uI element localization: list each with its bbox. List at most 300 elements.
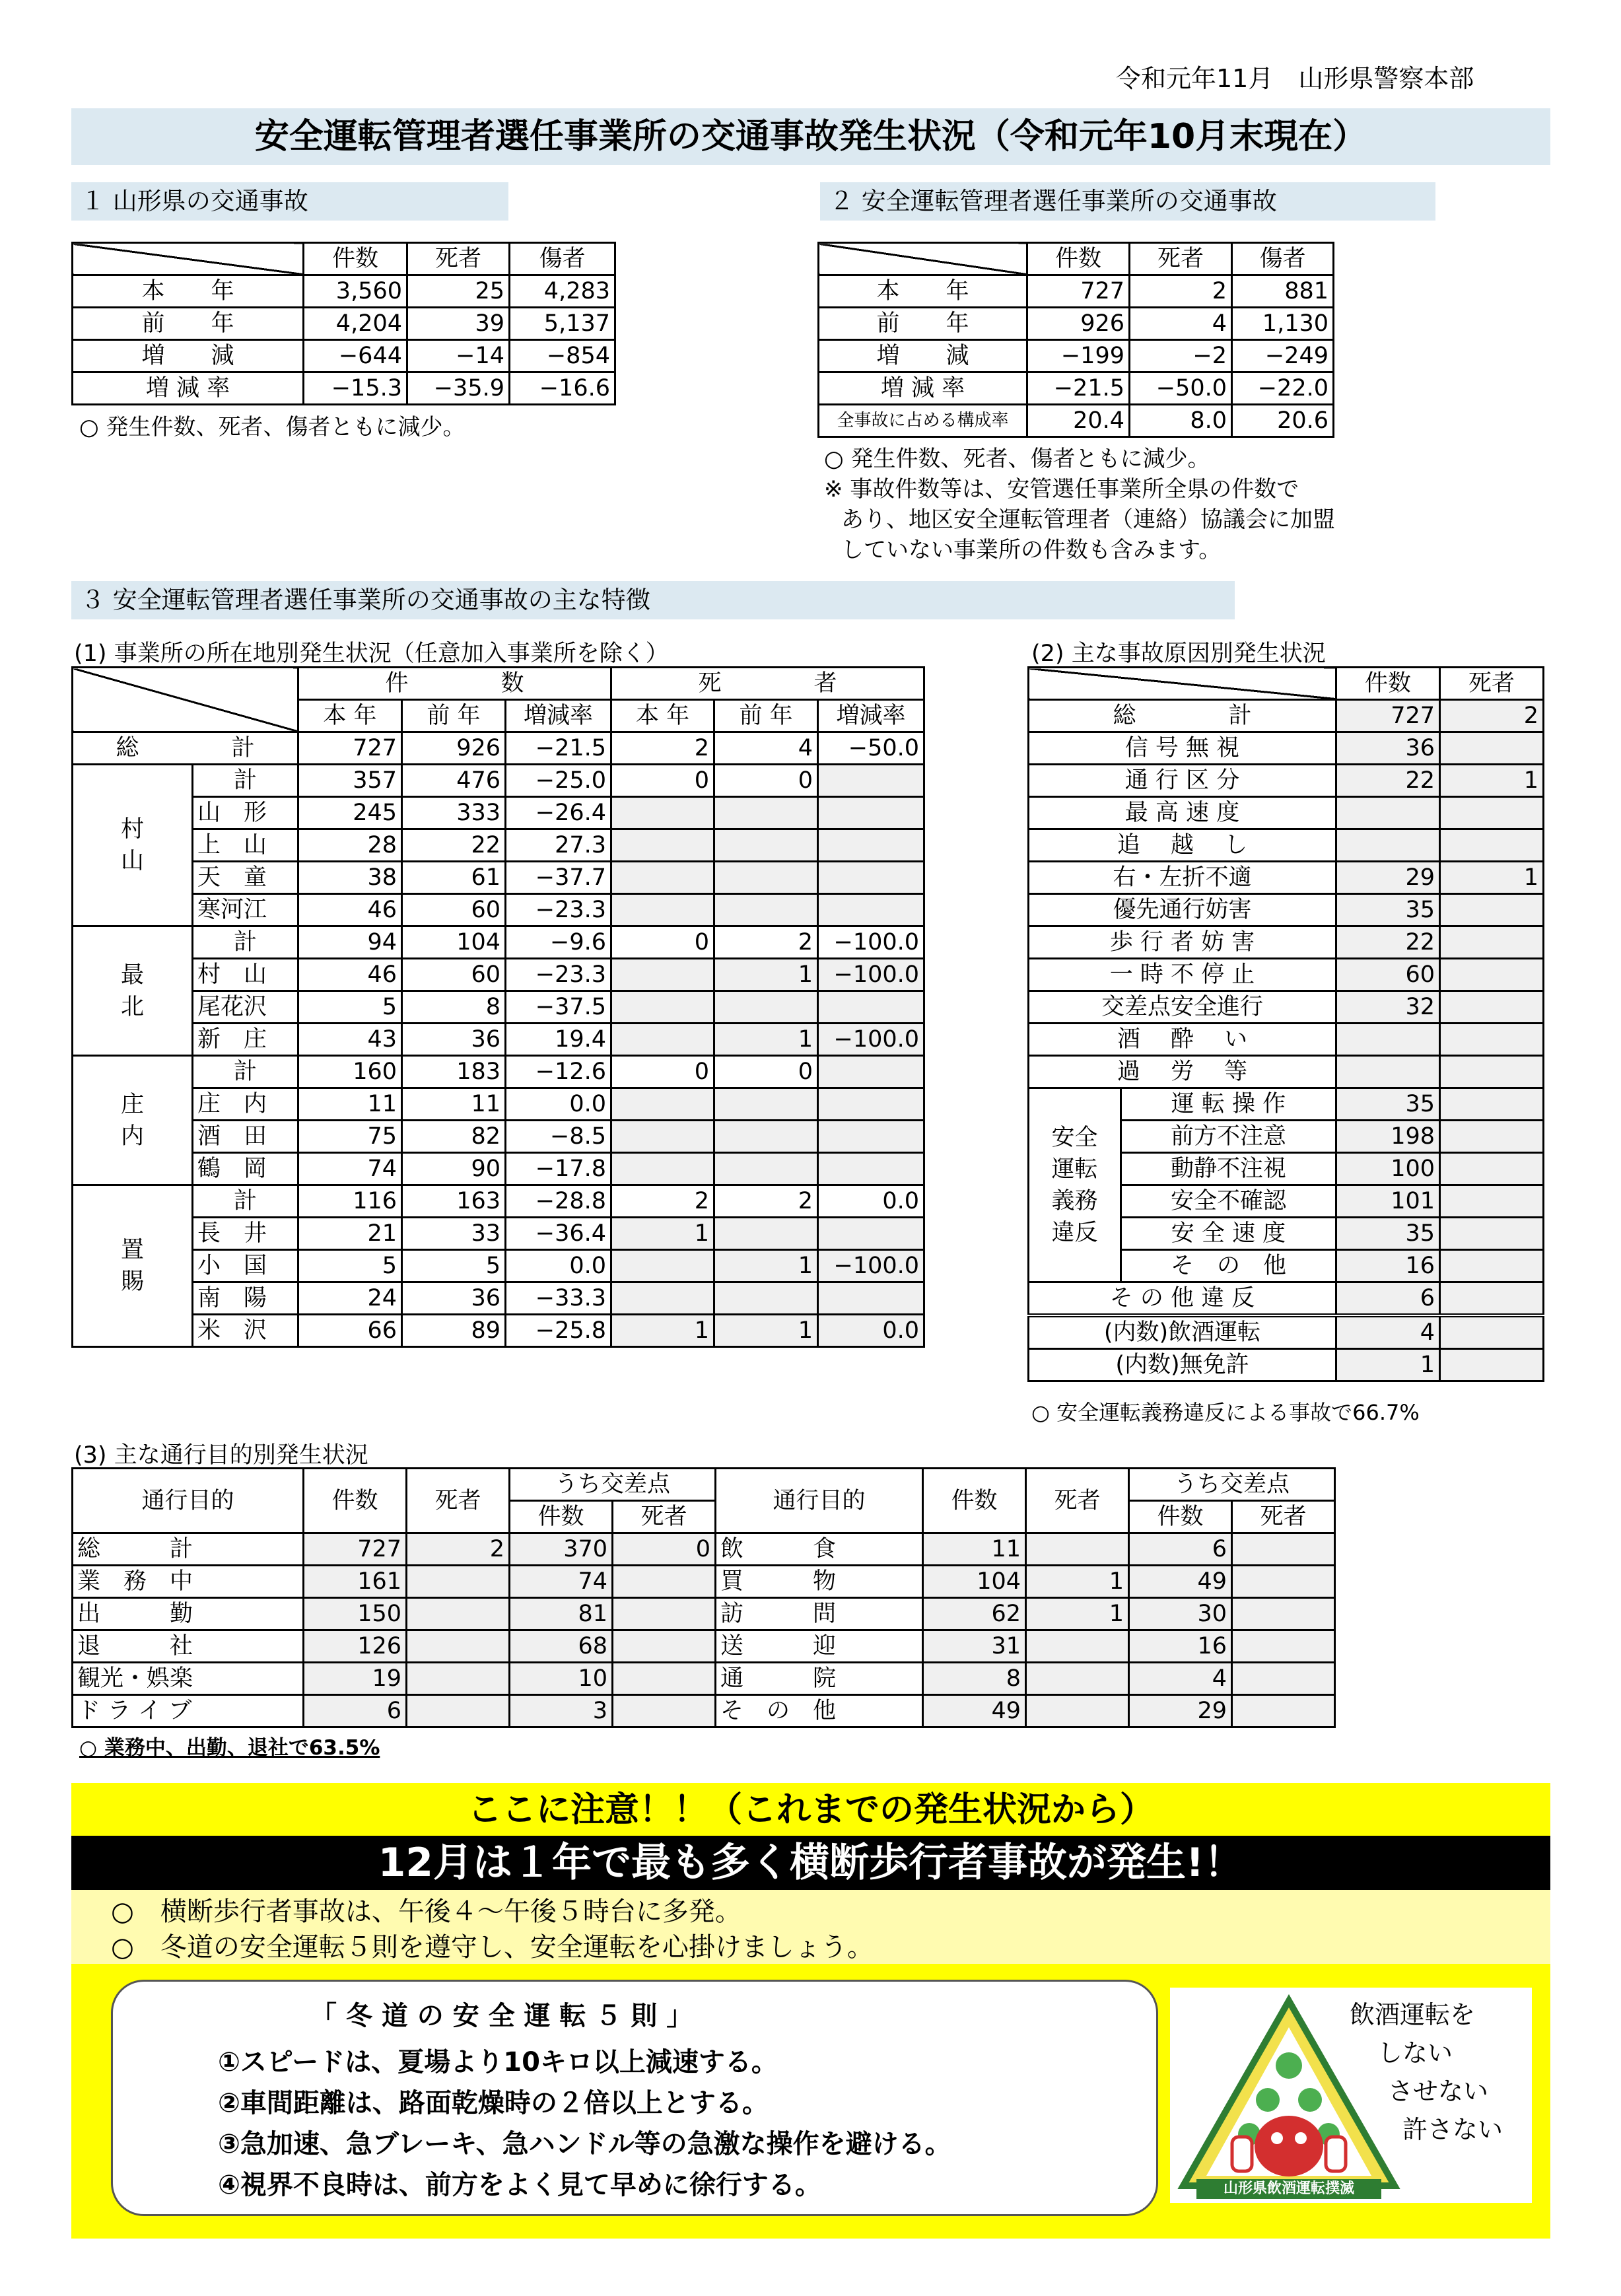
date-org-line: 令和元年11月 山形県警察本部 (1116, 64, 1474, 93)
cell (714, 862, 818, 894)
cell: 0 (611, 765, 714, 797)
cell: 150 (304, 1598, 407, 1630)
city-row (73, 1088, 924, 1121)
cell: 2 (1440, 700, 1544, 732)
cell: 22 (1336, 926, 1440, 959)
cell (1440, 1088, 1544, 1121)
cell (1440, 797, 1544, 829)
logo-text (1350, 1996, 1503, 2149)
cell: 62 (923, 1598, 1026, 1630)
cell (1232, 1566, 1335, 1598)
cell: 1 (1336, 1349, 1440, 1381)
cell: 6 (1129, 1533, 1232, 1566)
cell (407, 1630, 510, 1663)
city-row (73, 991, 924, 1024)
cell: −37.5 (506, 991, 611, 1024)
cell: 0 (613, 1533, 716, 1566)
t1-corner (73, 668, 298, 732)
t3-sub-cases: 件数 (510, 1501, 613, 1533)
cell: 2 (714, 1185, 818, 1218)
cell: 1 (611, 1218, 714, 1250)
row-label: 本 年 (73, 275, 304, 308)
cell: 75 (298, 1121, 402, 1153)
cell: 29 (1129, 1695, 1232, 1727)
table-row (819, 308, 1334, 340)
logo-line: 飲酒運転を (1350, 2000, 1476, 2029)
row-label: 増 減 率 (73, 372, 304, 405)
cell: −249 (1232, 340, 1334, 372)
region-subtotal-row (73, 1056, 924, 1088)
city-row (73, 862, 924, 894)
subtotal-label: 計 (193, 1185, 298, 1218)
cell: 32 (1336, 991, 1440, 1024)
cause-label: 優先通行妨害 (1029, 894, 1336, 926)
cell (407, 1598, 510, 1630)
cell: −50.0 (818, 732, 924, 765)
row-label: 増 減 (819, 340, 1027, 372)
cell: 183 (402, 1056, 506, 1088)
city-row (73, 894, 924, 926)
city-row (73, 959, 924, 991)
cell: 4 (1336, 1315, 1440, 1349)
cell (611, 829, 714, 862)
cell: 727 (1027, 275, 1130, 308)
sec1-header-row (73, 243, 615, 275)
cell: 727 (304, 1533, 407, 1566)
cell (714, 1153, 818, 1185)
cell (1026, 1695, 1129, 1727)
cell: 81 (510, 1598, 613, 1630)
cell (818, 765, 924, 797)
purpose-label: 退 社 (73, 1630, 304, 1663)
cell: 6 (1336, 1282, 1440, 1316)
subtotal-label: 計 (193, 765, 298, 797)
table-row (819, 275, 1334, 308)
cell: 60 (402, 959, 506, 991)
cell: 476 (402, 765, 506, 797)
cell (1440, 1282, 1544, 1316)
cell: 24 (298, 1282, 402, 1315)
cause-row (1029, 1282, 1544, 1316)
cell: 1 (1026, 1598, 1129, 1630)
cell: −25.0 (506, 765, 611, 797)
city-row (73, 1250, 924, 1282)
cell (714, 1282, 818, 1315)
cell (611, 1024, 714, 1056)
cell: 5 (402, 1250, 506, 1282)
purpose-row (73, 1566, 1335, 1598)
purpose-row (73, 1663, 1335, 1695)
cell: 0 (714, 1056, 818, 1088)
cell (611, 1088, 714, 1121)
sec1-table (71, 242, 616, 405)
cell: 3 (510, 1695, 613, 1727)
city-label: 尾花沢 (193, 991, 298, 1024)
region-label (73, 1056, 193, 1185)
region-subtotal-row (73, 765, 924, 797)
t3-col-cases: 件数 (923, 1469, 1026, 1533)
region-name: 最北 (121, 961, 145, 1020)
cell: −23.3 (506, 959, 611, 991)
cell (714, 1121, 818, 1153)
region-name: 置賜 (121, 1237, 145, 1295)
cause-row (1029, 959, 1544, 991)
purpose-label: ド ラ イ ブ (73, 1695, 304, 1727)
cell (611, 959, 714, 991)
purpose-label: 訪 問 (716, 1598, 923, 1630)
cell: 2 (611, 732, 714, 765)
cause-label: 運 転 操 作 (1121, 1088, 1336, 1121)
table-row (819, 340, 1334, 372)
t1-col: 本 年 (298, 700, 402, 732)
cell (611, 862, 714, 894)
purpose-label: 総 計 (73, 1533, 304, 1566)
cell (407, 1663, 510, 1695)
rule-item: ③急加速、急ブレーキ、急ハンドル等の急激な操作を避ける。 (218, 2129, 951, 2159)
cell (714, 797, 818, 829)
city-row (73, 1315, 924, 1347)
cause-row (1029, 894, 1544, 926)
cause-row (1029, 926, 1544, 959)
city-row (73, 1121, 924, 1153)
cell: −199 (1027, 340, 1130, 372)
cell: 3,560 (304, 275, 407, 308)
region-subtotal-row (73, 1185, 924, 1218)
cell (1440, 732, 1544, 765)
cause-label: 前方不注意 (1121, 1121, 1336, 1153)
cell (613, 1566, 716, 1598)
cause-row (1029, 829, 1544, 862)
cell: 1 (714, 1315, 818, 1347)
cell: 22 (1336, 765, 1440, 797)
t1-col: 増減率 (506, 700, 611, 732)
row-label: 前 年 (819, 308, 1027, 340)
table-row (819, 405, 1334, 437)
cell: 82 (402, 1121, 506, 1153)
cell: −36.4 (506, 1218, 611, 1250)
caution-bar: 12月は１年で最も多く横断歩行者事故が発生!！ (71, 1836, 1550, 1890)
sec2-table (817, 242, 1334, 438)
cell: 1 (1440, 862, 1544, 894)
purpose-table (71, 1467, 1336, 1728)
row-label: 全事故に占める構成率 (819, 405, 1027, 437)
cell: 38 (298, 862, 402, 894)
cell (714, 829, 818, 862)
cell: −21.5 (1027, 372, 1130, 405)
table-row (73, 340, 615, 372)
cell (1440, 926, 1544, 959)
cell: 21 (298, 1218, 402, 1250)
cell (611, 894, 714, 926)
sec2-corner (819, 243, 1027, 275)
sec2-header-row (819, 243, 1334, 275)
cell: 2 (714, 926, 818, 959)
t2-header-row (1029, 668, 1544, 700)
cell (1440, 894, 1544, 926)
t1-col: 本 年 (611, 700, 714, 732)
cell (1440, 829, 1544, 862)
city-label: 庄 内 (193, 1088, 298, 1121)
cell: 0.0 (818, 1315, 924, 1347)
sec1-col-deaths: 死者 (407, 243, 510, 275)
t2-col-deaths: 死者 (1440, 668, 1544, 700)
city-label: 長 井 (193, 1218, 298, 1250)
cause-label: 酒 酔 い (1029, 1024, 1336, 1056)
city-row (73, 829, 924, 862)
table-row (73, 275, 615, 308)
rule-item: ①スピードは、夏場より10キロ以上減速する。 (218, 2047, 778, 2077)
sec2-col-deaths: 死者 (1130, 243, 1232, 275)
rule-item: ②車間距離は、路面乾燥時の２倍以上とする。 (218, 2088, 769, 2118)
cell (714, 991, 818, 1024)
cell: 60 (402, 894, 506, 926)
table-row (819, 372, 1334, 405)
cell: 8.0 (1130, 405, 1232, 437)
cell: 0.0 (506, 1250, 611, 1282)
cell: 4,283 (510, 275, 615, 308)
cell (611, 1153, 714, 1185)
cell: 104 (923, 1566, 1026, 1598)
cell: 126 (304, 1630, 407, 1663)
cause-row (1029, 797, 1544, 829)
sec1-col-cases: 件数 (304, 243, 407, 275)
cell: 926 (402, 732, 506, 765)
page-title: 安全運転管理者選任事業所の交通事故発生状況（令和元年10月末現在） (71, 108, 1550, 165)
cell: 357 (298, 765, 402, 797)
region-label (73, 926, 193, 1056)
cell: 94 (298, 926, 402, 959)
cell: 1,130 (1232, 308, 1334, 340)
cell (1440, 991, 1544, 1024)
group-label: 安全運転義務違反 (1029, 1088, 1121, 1282)
cell (1440, 1349, 1544, 1381)
cell (1232, 1630, 1335, 1663)
cell: 0 (611, 926, 714, 959)
purpose-row (73, 1630, 1335, 1663)
cell: 35 (1336, 1218, 1440, 1250)
rules-list (218, 2042, 951, 2206)
cause-label: 総 計 (1029, 700, 1336, 732)
cell: −14 (407, 340, 510, 372)
cell: 10 (510, 1663, 613, 1695)
caution-bullet: ○ 冬道の安全運転５則を遵守し、安全運転を心掛けましょう。 (111, 1932, 874, 1963)
row-label: 増 減 (73, 340, 304, 372)
t1-group-cases: 件 数 (298, 668, 611, 700)
city-label: 鶴 岡 (193, 1153, 298, 1185)
city-label: 米 沢 (193, 1315, 298, 1347)
cell: 66 (298, 1315, 402, 1347)
cell: 11 (402, 1088, 506, 1121)
rule-item: ④視界不良時は、前方をよく見て早めに徐行する。 (218, 2170, 821, 2200)
cause-row (1029, 991, 1544, 1024)
cause-row (1029, 765, 1544, 797)
t1-total-row (73, 732, 924, 765)
cell: 49 (1129, 1566, 1232, 1598)
region-name: 村山 (121, 816, 145, 874)
sec2-col-cases: 件数 (1027, 243, 1130, 275)
city-row (73, 797, 924, 829)
cause-table (1027, 666, 1544, 1382)
cell: 1 (1440, 765, 1544, 797)
purpose-label: 送 迎 (716, 1630, 923, 1663)
cell: 89 (402, 1315, 506, 1347)
cell: 370 (510, 1533, 613, 1566)
cell: 11 (298, 1088, 402, 1121)
city-label: 酒 田 (193, 1121, 298, 1153)
cell: 881 (1232, 275, 1334, 308)
cell: 101 (1336, 1185, 1440, 1218)
cell: 27.3 (506, 829, 611, 862)
cell (611, 991, 714, 1024)
cell (611, 1121, 714, 1153)
cell: 1 (714, 1024, 818, 1056)
cause-row (1029, 1349, 1544, 1381)
sec1-col-injured: 傷者 (510, 243, 615, 275)
cell: 11 (923, 1533, 1026, 1566)
city-label: 山 形 (193, 797, 298, 829)
sec2-col-injured: 傷者 (1232, 243, 1334, 275)
cell (1336, 797, 1440, 829)
purpose-label: 観光・娯楽 (73, 1663, 304, 1695)
row-label: 本 年 (819, 275, 1027, 308)
cause-label: (内数)無免許 (1029, 1349, 1336, 1381)
city-row (73, 1024, 924, 1056)
cell (407, 1695, 510, 1727)
t3-note: ○ 業務中、出勤、退社で63.5% (79, 1736, 380, 1760)
purpose-row (73, 1598, 1335, 1630)
city-label: 村 山 (193, 959, 298, 991)
cell: −854 (510, 340, 615, 372)
t3-col-intersection: うち交差点 (510, 1469, 716, 1501)
cause-label: 信 号 無 視 (1029, 732, 1336, 765)
cell (1026, 1630, 1129, 1663)
cell: 46 (298, 894, 402, 926)
cause-row (1029, 1024, 1544, 1056)
cell (818, 797, 924, 829)
cell: 19 (304, 1663, 407, 1695)
cell: 727 (298, 732, 402, 765)
cell (613, 1598, 716, 1630)
cell: 4 (714, 732, 818, 765)
cell: 20.4 (1027, 405, 1130, 437)
cell: 16 (1336, 1250, 1440, 1282)
purpose-label: そ の 他 (716, 1695, 923, 1727)
row-label: 総 計 (73, 732, 298, 765)
cause-label: そ の 他 違 反 (1029, 1282, 1336, 1316)
rules-title: 「 冬 道 の 安 全 運 転 ５ 則 」 (310, 2001, 693, 2031)
cell (1026, 1533, 1129, 1566)
purpose-label: 買 物 (716, 1566, 923, 1598)
cause-label: 右・左折不適 (1029, 862, 1336, 894)
cell: 39 (407, 308, 510, 340)
cell: 74 (298, 1153, 402, 1185)
cell: −17.8 (506, 1153, 611, 1185)
cell: 25 (407, 275, 510, 308)
cell: 90 (402, 1153, 506, 1185)
cell: 49 (923, 1695, 1026, 1727)
t3-header-row-1 (73, 1469, 1335, 1501)
t3-sub-cases: 件数 (1129, 1501, 1232, 1533)
cell: 22 (402, 829, 506, 862)
cause-label: 追 越 し (1029, 829, 1336, 862)
cause-label: 過 労 等 (1029, 1056, 1336, 1088)
sec2-note: ○ 発生件数、死者、傷者ともに減少。 (824, 446, 1210, 472)
cell: 0.0 (818, 1185, 924, 1218)
cell (1232, 1695, 1335, 1727)
location-table (71, 666, 925, 1348)
cell (818, 1121, 924, 1153)
cell (1440, 1153, 1544, 1185)
cell: 0 (714, 765, 818, 797)
cell: 68 (510, 1630, 613, 1663)
cell: −50.0 (1130, 372, 1232, 405)
cell (1440, 1218, 1544, 1250)
cause-row (1029, 862, 1544, 894)
cell: 8 (923, 1663, 1026, 1695)
t3-title: (3) 主な通行目的別発生状況 (74, 1442, 368, 1469)
city-label: 新 庄 (193, 1024, 298, 1056)
purpose-row (73, 1695, 1335, 1727)
cause-label: 歩 行 者 妨 害 (1029, 926, 1336, 959)
cell: 926 (1027, 308, 1130, 340)
t3-col-cases: 件数 (304, 1469, 407, 1533)
cause-row (1029, 732, 1544, 765)
city-label: 寒河江 (193, 894, 298, 926)
row-label: 増 減 率 (819, 372, 1027, 405)
t3-col-deaths: 死者 (1026, 1469, 1129, 1533)
cell (714, 1088, 818, 1121)
cell: 46 (298, 959, 402, 991)
cell: 1 (714, 1250, 818, 1282)
cell: −28.8 (506, 1185, 611, 1218)
caution-head: ここに注意！！（これまでの発生状況から） (467, 1790, 1154, 1830)
cell (1440, 959, 1544, 991)
cell: −37.7 (506, 862, 611, 894)
sec1-heading: １ 山形県の交通事故 (71, 182, 508, 221)
cell: −100.0 (818, 959, 924, 991)
cell (818, 1088, 924, 1121)
cell (714, 1218, 818, 1250)
t1-group-deaths: 死 者 (611, 668, 924, 700)
sec1-note: ○ 発生件数、死者、傷者ともに減少。 (79, 414, 466, 440)
logo-banner: 山形県飲酒運転撲滅 (1223, 2180, 1354, 2197)
logo-line: 許さない (1402, 2115, 1503, 2144)
cell: 6 (304, 1695, 407, 1727)
cell (1440, 1056, 1544, 1088)
purpose-label: 出 勤 (73, 1598, 304, 1630)
cell (1440, 1185, 1544, 1218)
cell: 0.0 (506, 1088, 611, 1121)
city-label: 南 陽 (193, 1282, 298, 1315)
cell: −26.4 (506, 797, 611, 829)
cell: 1 (714, 959, 818, 991)
cell (1336, 1056, 1440, 1088)
cell: 2 (1130, 275, 1232, 308)
cell: 104 (402, 926, 506, 959)
t1-col: 前 年 (714, 700, 818, 732)
t3-sub-deaths: 死者 (1232, 1501, 1335, 1533)
cell: 198 (1336, 1121, 1440, 1153)
cause-row (1029, 1315, 1544, 1349)
cell: 29 (1336, 862, 1440, 894)
cell: 4 (1130, 308, 1232, 340)
cell: 333 (402, 797, 506, 829)
subtotal-label: 計 (193, 926, 298, 959)
cell (407, 1566, 510, 1598)
cell: 33 (402, 1218, 506, 1250)
cell (818, 829, 924, 862)
cell: −16.6 (510, 372, 615, 405)
